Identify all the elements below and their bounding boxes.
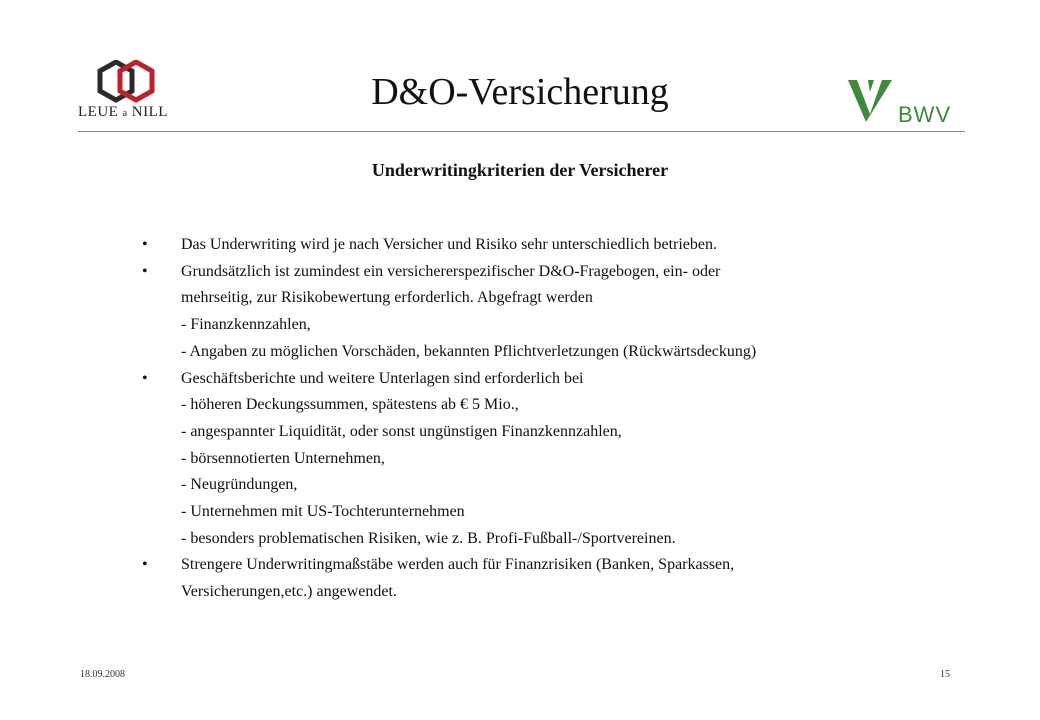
- bullet-item: [140, 552, 1000, 605]
- bullet-line: Versicherungen,etc.) angewendet.: [181, 583, 397, 601]
- footer-page-number: 15: [940, 669, 950, 680]
- bullet-item: [140, 232, 1000, 259]
- page-title: D&O-Versicherung: [371, 71, 669, 113]
- bullet-dot: •: [142, 262, 148, 280]
- bullet-dot: •: [142, 556, 148, 574]
- bullet-line: mehrseitig, zur Risikobewertung erforderlich. Abgefragt werden: [181, 289, 593, 307]
- bullet-line: - besonders problematischen Risiken, wie z. B. Profi-Fußball-/Sportvereinen.: [181, 529, 676, 547]
- footer-date: 18.09.2008: [80, 669, 125, 680]
- bullet-dot: •: [142, 236, 148, 253]
- logo-word-leue: LEUE: [78, 104, 119, 120]
- bullet-item: [140, 366, 1000, 553]
- logo-word-nill: NILL: [131, 104, 168, 120]
- bullet-line: - Unternehmen mit US-Tochterunternehmen: [181, 503, 465, 521]
- bullet-dot: •: [142, 369, 148, 387]
- bullet-line: - Neugründungen,: [181, 476, 298, 494]
- bullet-line: - Angaben zu möglichen Vorschäden, bekannten Pflichtverletzungen (Rückwärtsdeckung): [181, 342, 757, 360]
- bullet-line: Strengere Underwritingmaßstäbe werden auch für Finanzrisiken (Banken, Sparkassen,: [181, 556, 735, 574]
- section-subtitle: Underwritingkriterien der Versicherer: [371, 160, 669, 180]
- bullet-line: Geschäftsberichte und weitere Unterlagen sind erforderlich bei: [181, 369, 584, 387]
- header-divider: [78, 131, 965, 132]
- bwv-text: BWV: [898, 102, 952, 127]
- bwv-logo: [846, 78, 956, 128]
- bullet-line: - angespannter Liquidität, oder sonst ungünstigen Finanzkennzahlen,: [181, 422, 622, 440]
- bwv-v-mark-icon: [846, 78, 902, 128]
- bullet-line: - höheren Deckungssummen, spätestens ab € 5 Mio.,: [181, 396, 519, 414]
- bullet-line: - börsennotierten Unternehmen,: [181, 449, 385, 467]
- bullet-line: Grundsätzlich ist zumindest ein versichererspezifischer D&O-Fragebogen, ein- oder: [181, 262, 721, 280]
- logo-word-amp: a: [122, 108, 128, 119]
- bullet-line: Das Underwriting wird je nach Versicher und Risiko sehr unterschiedlich betrieben.: [181, 236, 717, 253]
- bullet-list: [140, 232, 1000, 606]
- bullet-line: - Finanzkennzahlen,: [181, 316, 311, 334]
- bullet-item: [140, 259, 1000, 366]
